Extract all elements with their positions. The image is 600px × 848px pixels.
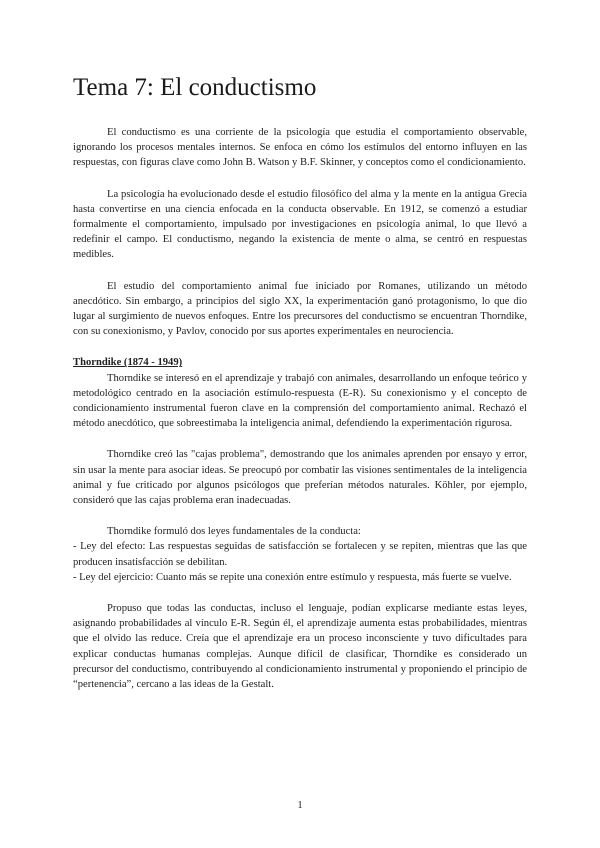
thorndike-closing-paragraph: Propuso que todas las conductas, incluso el lenguaje, podían explicarse mediante estas leyes, asignando probabilidades al vínculo E-R. Según él, el aprendizaje aumenta estas probabilidades, mientras que el olvido las reduce. Creía que el aprendizaje era un proceso inconsciente y tuvo dificultades para explicar conductas humanas complejas. Aunque difícil de clasificar, Thorndike es considerado un precursor del conductismo, contribuyendo al condicionamiento instrumental y proponiendo el principio de “pertenencia”, cercano a las ideas de la Gestalt. bbox=[73, 603, 527, 691]
page-title: Tema 7: El conductismo bbox=[73, 74, 317, 101]
intro-paragraph-3: El estudio del comportamiento animal fue iniciado por Romanes, utilizando un método anecdótico. Sin embargo, a principios del siglo XX, la experimentación ganó protagonismo, lo que dio lugar al surgimiento de nuevos enfoques. Entre los precursores del conductismo se encuentran Thorndike, con su conexionismo, y Pavlov, conocido por sus aportes experimentales en neurociencia. bbox=[73, 280, 527, 338]
law-of-exercise: - Ley del ejercicio: Cuanto más se repite una conexión entre estímulo y respuesta, más fuerte se vuelve. bbox=[73, 571, 512, 583]
page-number: 1 bbox=[297, 800, 303, 811]
section-heading-thorndike: Thorndike (1874 - 1949) bbox=[73, 357, 183, 369]
document-body bbox=[73, 125, 527, 708]
intro-paragraph-1: El conductismo es una corriente de la psicología que estudia el comportamiento observable, ignorando los procesos mentales internos. Se enfoca en cómo los estímulos del entorno influyen en las respuestas, con figuras clave como John B. Watson y B.F. Skinner, y conceptos como el condicionamiento. bbox=[73, 127, 527, 169]
law-of-effect: - Ley del efecto: Las respuestas seguidas de satisfacción se fortalecen y se repiten, mientras que las que producen insatisfacción se debilitan. bbox=[73, 541, 527, 568]
thorndike-paragraph-2: Thorndike creó las "cajas problema", demostrando que los animales aprenden por ensayo y error, sin usar la mente para asociar ideas. Se preocupó por combatir las visiones sentimentales de la inteligencia animal y fue criticado por algunos psicólogos que preferían métodos naturales. Köhler, por ejemplo, consideró que las cajas problema eran inadecuadas. bbox=[73, 449, 527, 507]
intro-paragraph-2: La psicología ha evolucionado desde el estudio filosófico del alma y la mente en la antigua Grecia hasta convertirse en una ciencia enfocada en la conducta observable. En 1912, se comenzó a estudiar formalmente el comportamiento, impulsado por investigaciones en psicología animal, lo que llevó a redefinir el campo. El conductismo, negando la existencia de mente o alma, se centró en respuestas medibles. bbox=[73, 188, 527, 261]
laws-intro: Thorndike formuló dos leyes fundamentales de la conducta: bbox=[107, 526, 361, 538]
thorndike-paragraph-1: Thorndike se interesó en el aprendizaje y trabajó con animales, desarrollando un enfoque teórico y metodológico centrado en la asociación estímulo-respuesta (E-R). Su conexionismo y el concepto de condicionamiento instrumental fueron clave en la comprensión del comportamiento animal. Rechazó el método anecdótico, que sobreestimaba la inteligencia animal, defendiendo la experimentación rigurosa. bbox=[73, 372, 527, 430]
